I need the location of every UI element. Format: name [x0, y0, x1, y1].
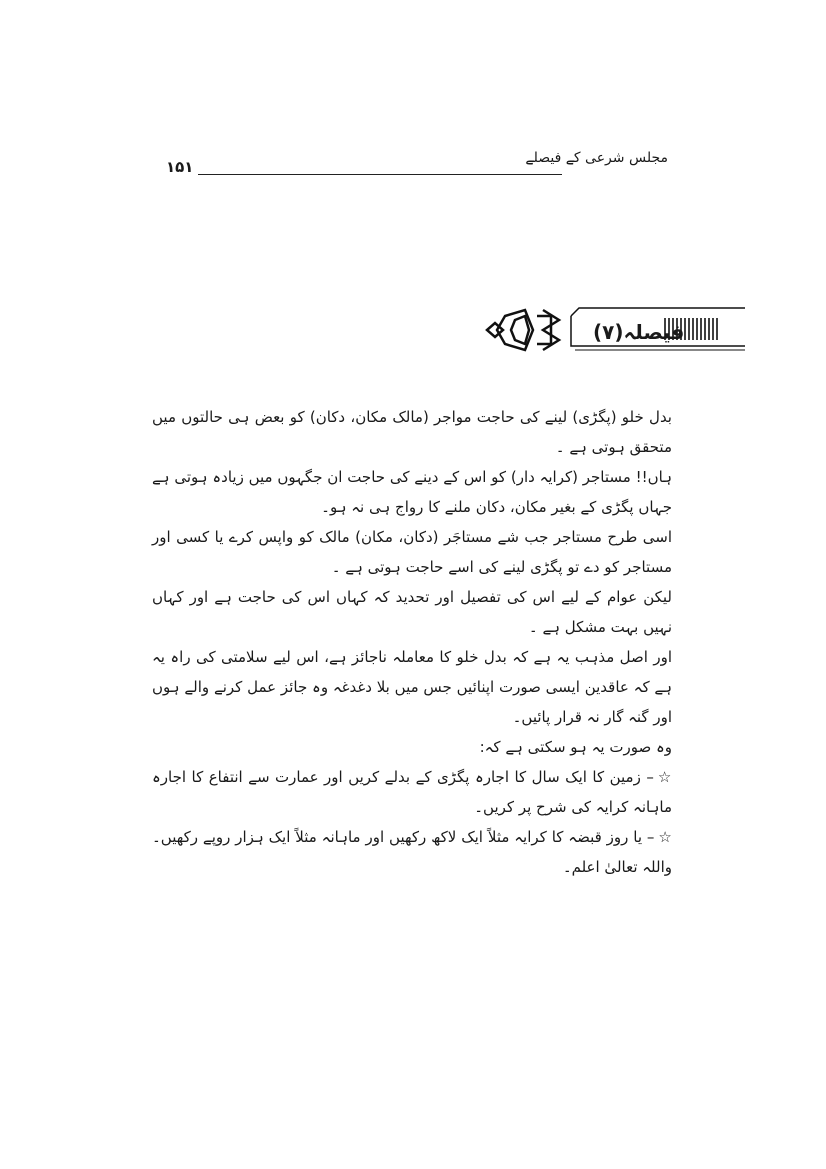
paragraph-5: اور اصل مذہب یہ ہے کہ بدل خلو کا معاملہ ناجائز ہے، اس لیے سلامتی کی راہ یہ ہے کہ عاقدین ایسی صورت اپنائیں جس میں بلا دغدغہ وہ جائز عمل کرنے والے ہوں اور گنہ گار نہ قرار پائیں۔	[152, 648, 672, 726]
paragraph-2: ہاں!! مستاجر (کرایہ دار) کو اس کے دینے کی حاجت ان جگہوں میں زیادہ ہوتی ہے جہاں پگڑی کے بغیر مکان، دکان ملنے کا رواج ہی نہ ہو۔	[152, 468, 672, 516]
body-text	[152, 402, 672, 882]
header-title: مجلس شرعی کے فیصلے	[525, 150, 668, 166]
paragraph-3: اسی طرح مستاجر جب شے مستاجَر (دکان، مکان) مالک کو واپس کرے یا کسی اور مستاجر کو دے تو پگڑی لینے کی اسے حاجت ہوتی ہے ۔	[152, 528, 672, 576]
header-rule	[198, 174, 562, 175]
paragraph-4: لیکن عوام کے لیے اس کی تفصیل اور تحدید کہ کہاں اس کی حاجت ہے اور کہاں نہیں بہت مشکل ہے ۔	[152, 588, 672, 636]
bullet-1	[152, 762, 672, 822]
bullet-2	[152, 822, 672, 882]
section-banner	[475, 306, 745, 364]
section-title: فیصلہ(۷)	[593, 320, 685, 344]
paragraph-1: بدل خلو (پگڑی) لینے کی حاجت مواجر (مالک مکان، دکان) کو بعض ہی حالتوں میں متحقق ہوتی ہے ۔	[152, 408, 672, 456]
paragraph-6: وہ صورت یہ ہو سکتی ہے کہ:	[479, 738, 672, 756]
star-icon: ☆	[658, 828, 672, 846]
star-icon: ☆	[657, 768, 672, 786]
running-header	[158, 148, 670, 188]
ornament-icon	[487, 310, 559, 350]
bullet-1-text: – زمین کا ایک سال کا اجارہ پگڑی کے بدلے کریں اور عمارت سے انتفاع کا اجارہ ماہانہ کرایہ کی شرح پر کریں۔	[152, 768, 672, 816]
page-number: ۱۵۱	[166, 158, 194, 176]
bullet-2-text: – یا روز قبضہ کا کرایہ مثلاً ایک لاکھ رکھیں اور ماہانہ مثلاً ایک ہزار روپے رکھیں۔ واللہ تعالیٰ اعلم۔	[152, 828, 672, 876]
